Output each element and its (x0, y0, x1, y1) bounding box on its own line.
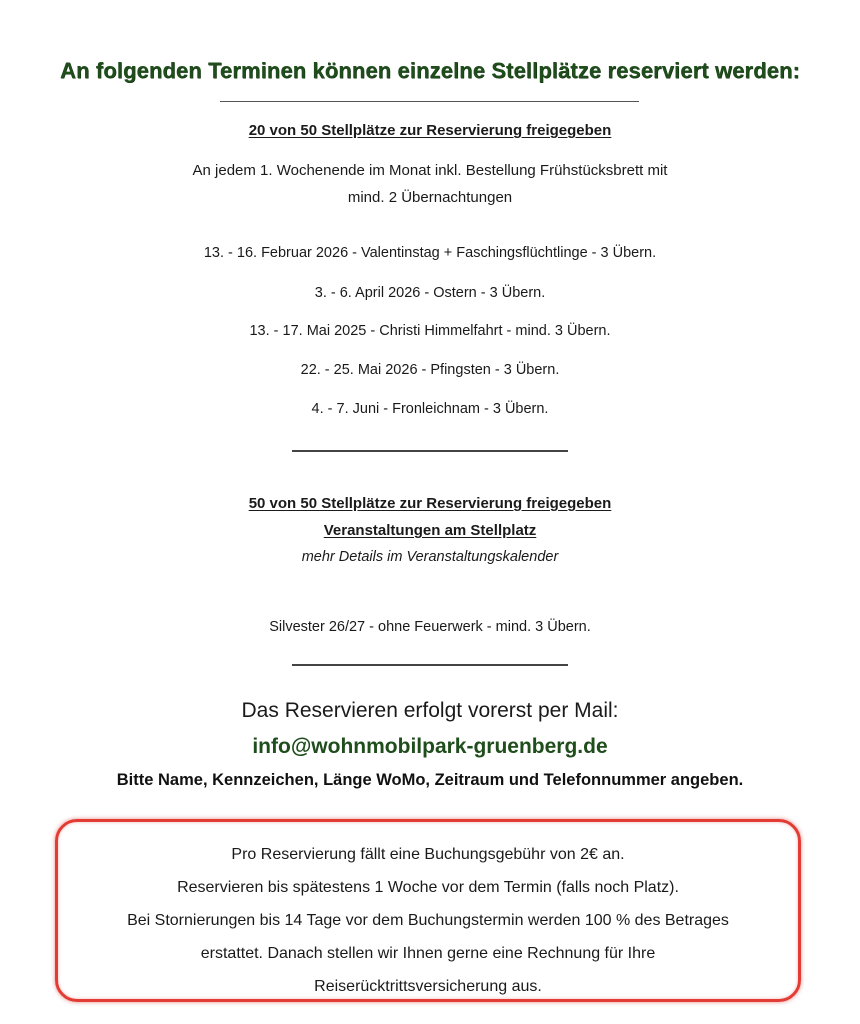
section2-title: 50 von 50 Stellplätze zur Reservierung freigegeben (248, 495, 612, 512)
date-item: 4. - 7. Juni - Fronleichnam - 3 Übern. (311, 401, 549, 417)
section-divider (292, 450, 568, 452)
section-divider (292, 664, 568, 666)
section1-description-line2: mind. 2 Übernachtungen (347, 189, 513, 206)
booking-info-line: Pro Reservierung fällt eine Buchungsgebühr von 2€ an. (231, 846, 625, 863)
section2-note: mehr Details im Veranstaltungskalender (301, 549, 559, 565)
booking-info-line: Bei Stornierungen bis 14 Tage vor dem Buchungstermin werden 100 % des Betrages (127, 912, 729, 929)
contact-instructions: Bitte Name, Kennzeichen, Länge WoMo, Zeitraum und Telefonnummer angeben. (116, 771, 744, 789)
page-heading: An folgenden Terminen können einzelne Stellplätze reserviert werden: (60, 58, 800, 83)
date-item: 22. - 25. Mai 2026 - Pfingsten - 3 Übern. (300, 362, 560, 378)
section1-description-line1: An jedem 1. Wochenende im Monat inkl. Bestellung Frühstücksbrett mit (192, 162, 668, 179)
booking-info-line: Reiserücktrittsversicherung aus. (314, 978, 542, 995)
booking-info-line: erstattet. Danach stellen wir Ihnen gerne eine Rechnung für Ihre (200, 945, 656, 962)
booking-info-box (55, 819, 801, 1002)
section1-description (0, 157, 860, 211)
section1-title: 20 von 50 Stellplätze zur Reservierung freigegeben (248, 122, 612, 139)
date-item: 13. - 16. Februar 2026 - Valentinstag + Faschingsflüchtlinge - 3 Übern. (203, 245, 657, 261)
contact-email[interactable]: info@wohnmobilpark-gruenberg.de (252, 735, 608, 758)
date-item: 3. - 6. April 2026 - Ostern - 3 Übern. (314, 285, 546, 301)
heading-divider (220, 101, 639, 102)
booking-info-line: Reservieren bis spätestens 1 Woche vor dem Termin (falls noch Platz). (177, 879, 679, 896)
section2-subtitle: Veranstaltungen am Stellplatz (323, 522, 537, 539)
date-item: 13. - 17. Mai 2025 - Christi Himmelfahrt - mind. 3 Übern. (249, 323, 611, 339)
event-item: Silvester 26/27 - ohne Feuerwerk - mind. 3 Übern. (269, 619, 591, 635)
contact-intro: Das Reservieren erfolgt vorerst per Mail: (241, 699, 619, 722)
booking-info-text (58, 838, 798, 1003)
